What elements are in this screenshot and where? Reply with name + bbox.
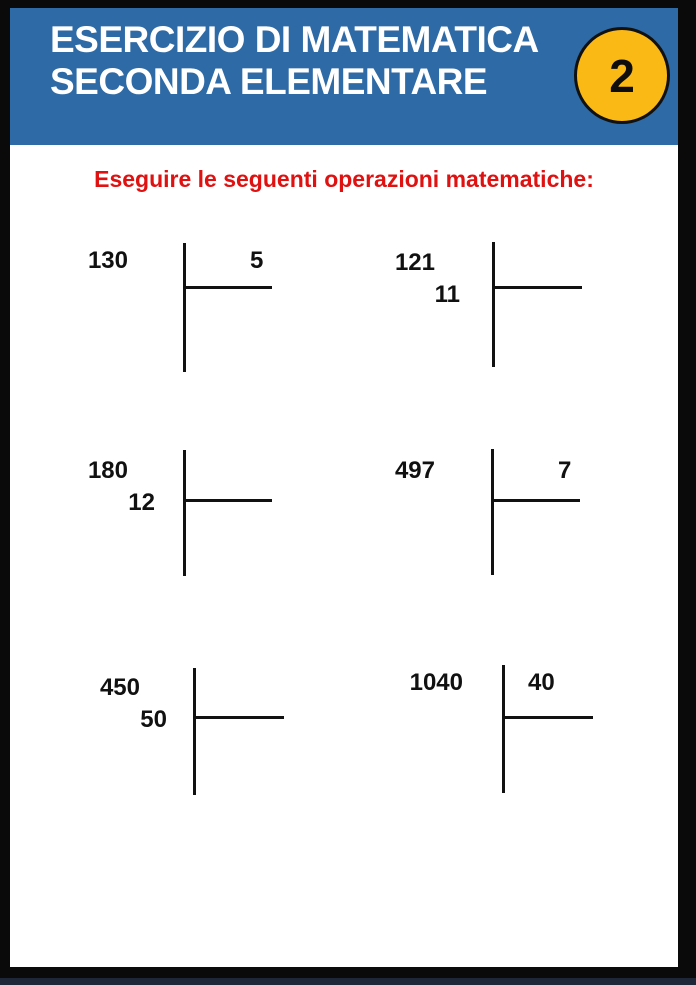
division-bar-horizontal bbox=[194, 716, 284, 719]
division-bar-horizontal bbox=[184, 286, 272, 289]
page-title-line1: ESERCIZIO DI MATEMATICA bbox=[50, 19, 539, 60]
bottom-edge-strip bbox=[0, 978, 696, 985]
division-bar-horizontal bbox=[493, 286, 582, 289]
division-bar-horizontal bbox=[503, 716, 593, 719]
dividend-value: 497 bbox=[394, 457, 435, 484]
divisor-value: 12 bbox=[128, 489, 155, 516]
dividend-value: 121 bbox=[394, 249, 435, 276]
division-bar-vertical bbox=[492, 242, 495, 367]
dividend-value: 450 bbox=[99, 674, 140, 701]
page-title-line2: SECONDA ELEMENTARE bbox=[50, 61, 488, 102]
division-bar-vertical bbox=[183, 450, 186, 576]
division-bar-vertical bbox=[193, 668, 196, 795]
exercise-number-badge bbox=[574, 27, 670, 124]
page-title bbox=[50, 19, 539, 103]
dividend-value: 180 bbox=[87, 457, 128, 484]
divisor-value: 50 bbox=[140, 706, 167, 733]
division-bar-horizontal bbox=[492, 499, 580, 502]
division-bar-horizontal bbox=[184, 499, 272, 502]
division-bar-vertical bbox=[183, 243, 186, 372]
divisor-value: 7 bbox=[558, 457, 572, 484]
division-bar-vertical bbox=[502, 665, 505, 793]
division-bar-vertical bbox=[491, 449, 494, 575]
worksheet-sheet bbox=[10, 8, 678, 967]
instruction-text: Eseguire le seguenti operazioni matematiche: bbox=[94, 166, 594, 192]
divisor-value: 5 bbox=[250, 247, 264, 274]
dividend-value: 1040 bbox=[409, 669, 463, 696]
divisor-value: 11 bbox=[434, 281, 460, 308]
divisor-value: 40 bbox=[528, 669, 555, 696]
exercise-number: 2 bbox=[609, 49, 635, 102]
dividend-value: 130 bbox=[87, 247, 128, 274]
